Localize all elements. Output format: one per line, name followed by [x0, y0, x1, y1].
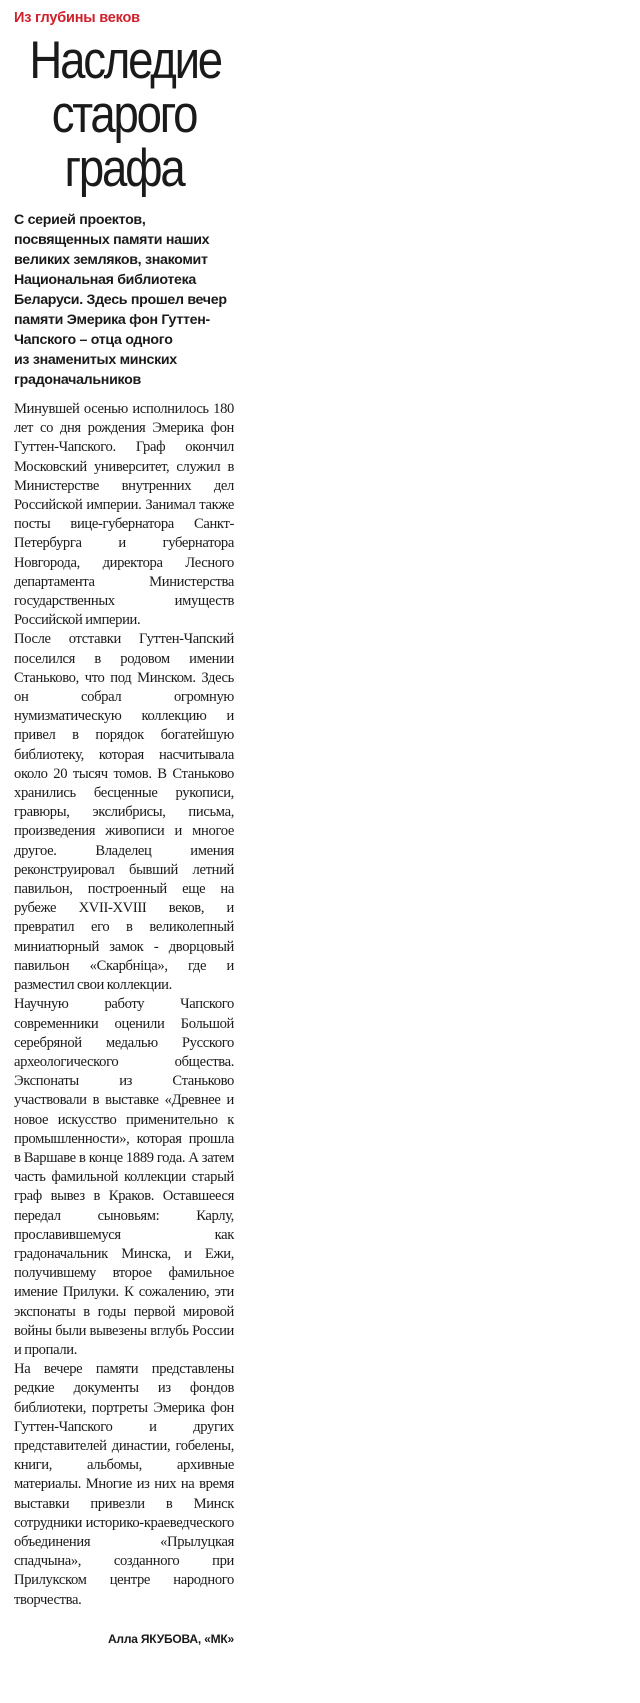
lead-line: Беларуси. Здесь прошел вечер	[14, 292, 227, 308]
headline	[29, 31, 221, 198]
lead-paragraph	[14, 210, 234, 390]
lead-line: С серией проектов,	[14, 212, 146, 228]
headline-line: Наследие	[29, 31, 221, 90]
headline-line: графа	[64, 139, 184, 198]
lead-line: Национальная библиотека	[14, 272, 196, 288]
article-body	[14, 400, 234, 1610]
article-column	[14, 8, 234, 1646]
article-paragraph: Научную работу Чапского современники оценили Большой серебряной медалью Русского археологического общества. Экспонаты из Станьково участвовали в выставке «Древнее и новое искусство применительно к промышленности», которая прошла в Варшаве в конце 1889 года. А затем часть фамильной коллекции старый граф вывез в Краков. Оставшееся передал сыновьям: Карлу, прославившемуся как градоначальник Минска, и Ежи, получившему второе фамильное имение Прилуки. К сожалению, эти экспонаты в годы первой мировой войны были вывезены вглубь России и пропали.	[14, 996, 234, 1358]
article-paragraph: После отставки Гуттен-Чапский поселился в родовом имении Станьково, что под Минском. Здесь он собрал огромную нумизматическую коллекцию и привел в порядок богатейшую библиотеку, которая насчитывала около 20 тысяч томов. В Станьково хранились бесценные рукописи, гравюры, экслибрисы, письма, произведения живописи и многое другое. Владелец имения реконструировал бывший летний павильон, построенный еще на рубеже XVII-XVIII веков, и превратил его в великолепный миниатюрный замок - дворцовый павильон «Скарбніца», где и разместил свои коллекции.	[14, 631, 234, 994]
byline: Алла ЯКУБОВА, «МК»	[107, 1631, 234, 1646]
article-paragraph: На вечере памяти представлены редкие документы из фондов библиотеки, портреты Эмерика фон Гуттен-Чапского и других представителей династии, гобелены, книги, альбомы, архивные материалы. Многие из них на время выставки привезли в Минск сотрудники историко-краеведческого объединения «Прылуцкая спадчына», созданного при Прилукском центре народного творчества.	[14, 1361, 234, 1608]
lead-line: из знаменитых минских	[14, 352, 177, 368]
rubric: Из глубины веков	[14, 10, 140, 26]
lead-line: великих земляков, знакомит	[14, 252, 208, 268]
lead-line: посвященных памяти наших	[14, 232, 210, 248]
lead-line: градоначальников	[14, 372, 141, 388]
headline-line: старого	[51, 85, 197, 144]
lead-line: памяти Эмерика фон Гуттен-	[14, 312, 210, 328]
lead-line: Чапского – отца одного	[14, 332, 173, 348]
article-paragraph: Минувшей осенью исполнилось 180 лет со дня рождения Эмерика фон Гуттен-Чапского. Граф окончил Московский университет, служил в Министерстве внутренних дел Российской империи. Занимал также посты вице-губернатора Санкт-Петербурга и губернатора Новгорода, директора Лесного департамента Министерства государственных имуществ Российской империи.	[14, 401, 234, 629]
